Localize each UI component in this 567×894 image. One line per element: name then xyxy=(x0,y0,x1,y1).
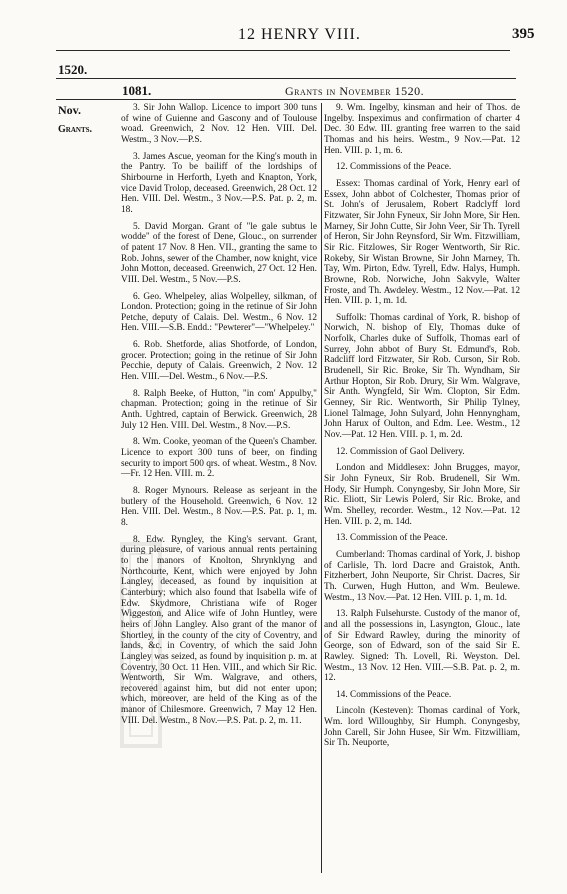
header-rule xyxy=(56,50,510,51)
section-rule xyxy=(56,99,516,100)
entry-paragraph: Cumberland: Thomas cardinal of York, J. bishop of Carlisle, Th. lord Dacre and Graistok, Anth. Fitzherbert, John Neuporte, Sir Christ. Dacres, Sir Th. Curwen, Hugh Hutton, and Wm. Beulewe. Westm., 13 Nov.—Pat. 12 Hen. VIII. p. 1, m. 1d. xyxy=(324,549,520,603)
entry-paragraph: 6. Rob. Shetforde, alias Shotforde, of London, grocer. Protection; going in the retinue of Sir John Pecchie, deputy of Calais. Greenwich, 2 Nov. 12 Hen. VIII.—Del. Westm., 6 Nov.—P.S. xyxy=(121,340,317,383)
entry-paragraph: Suffolk: Thomas cardinal of York, R. bishop of Norwich, N. bishop of Ely, Thomas duke of Norfolk, Charles duke of Suffolk, Thomas earl of Surrey, John abbot of Bury St. Edmund's, Rob. Radcliff lord Fitzwater, Sir Rob. Curson, Sir Rob. Brudenell, Sir Ric. Broke, Sir Th. Wyndham, Sir Arthur Hopton, Sir Rob. Drury, Sir Wm. Walgrave, Sir Anth. Wyngfeld, Sir Wm. Clopton, Sir Edm. Genney, Sir Ric. Wentworth, Sir Philip Tylney, Lionel Talmage, John Sulyard, John Hennyngham, John Harux of Oulton, and Edm. Lee. Westm., 12 Nov.—Pat. 12 Hen. VIII. p. 1, m. 2d. xyxy=(324,312,520,441)
right-column xyxy=(324,103,520,755)
entry-paragraph: 8. Roger Mynours. Release as serjeant in the butlery of the Household. Greenwich, 6 Nov. 12 Hen. VIII. Del. Westm., 8 Nov.—P.S. Pat. p. 1, m. 8. xyxy=(121,486,317,528)
entry-paragraph: 8. Edw. Ryngley, the King's servant. Grant, during pleasure, of various annual rents pertaining to the manors of Knolton, Shrynklyng and Northcourte, Kent, which were enjoyed by John Langley, deceased, as found by inquisition at Canterbury; which also found that Isabella wife of Edw. Skydmore, Christiana wife of Roger Wiggeston, and Alice wife of John Huntley, were heirs of John Langley. Also grant of the manor of Shortley, in the county of the city of Coventry, and lands, &c. in Coventry, of which the said John Langley was seized, as found by inquisition p. m. at Coventry, 30 Oct. 11 Hen. VIII., and which Sir Ric. Wentworth, Sir Wm. Walgrave, and others, recovered against him, but did not enter upon; which, moreover, are held of the King as of the manor of Chilesmore. Greenwich, 7 May 12 Hen. VIII. Del. Westm., 8 Nov.—P.S. Pat. p. 2, m. 11. xyxy=(121,534,317,726)
entry-paragraph: 13. Commission of the Peace. xyxy=(336,533,448,544)
entry-paragraph: 5. David Morgan. Grant of "le gale subtus le wodde" of the forest of Dene, Glouc., on surrender of patent 17 Nov. 8 Hen. VII., granting the same to Rob. Johns, sewer of the Chamber, now knight, vice John Motton, deceased. Greenwich, 27 Oct. 12 Hen. VIII. Del. Westm., 5 Nov.—P.S. xyxy=(121,221,317,285)
entry-paragraph: Essex: Thomas cardinal of York, Henry earl of Essex, John abbot of Colchester, Thomas prior of St. John's of Jerusalem, Robert Radclyff lord Fitzwater, Sir John Fyneux, Sir John More, Sir Hen. Marney, Sir John Cutte, Sir John Veer, Sir Th. Tyrell of Heron, Sir John Reynsford, Sir Wm. Fitzwilliam, Sir Ric. Fitzlowes, Sir Roger Wentworth, Sir Ric. Rokeby, Sir Wistan Browne, Sir John Marney, Th. Tay, Wm. Pirton, Edw. Tyrell, Edw. Halys, Humph. Browne, Rob. Norwiche, John Sakvyle, Walter Froste, and Th. Awdeley. Westm., 12 Nov.—Pat. 12 Hen. VIII. p. 1, m. 1d. xyxy=(324,178,520,307)
left-column xyxy=(121,103,317,732)
page-number: 395 xyxy=(512,26,535,42)
entry-paragraph: 3. James Ascue, yeoman for the King's mouth in the Pantry. To be bailiff of the lordships of Shirbourne in Herforth, Lyeth and Knapton, York, vice David Trolop, deceased. Greenwich, 28 Oct. 12 Hen. VIII. Del. Westm., 3 Nov.—P.S. Pat. p. 2, m. 18. xyxy=(121,151,317,215)
running-head-title: 12 HENRY VIII. xyxy=(238,26,361,43)
year-rule xyxy=(56,78,516,79)
entry-paragraph: 6. Geo. Whelpeley, alias Wolpelley, silkman, of London. Protection; going in the retinue of Sir John Petche, deputy of Calais. Del. Westm., 6 Nov. 12 Hen. VIII.—S.B. Endd.: "Pewterer"—"Whelpeley." xyxy=(121,291,317,334)
entry-paragraph: 13. Ralph Fulsehurste. Custody of the manor of, and all the possessions in, Lasyngton, Glouc., late of Sir Edward Rawley, during the minority of George, son of Edward, son of the said Sir E. Rawley. Signed: Th. Lovell, Ri. Weyston. Del. Westm., 13 Nov. 12 Hen. VIII.—S.B. Pat. p. 2, m. 12. xyxy=(324,609,520,684)
entry-paragraph: 14. Commissions of the Peace. xyxy=(336,689,452,700)
entry-paragraph: 8. Wm. Cooke, yeoman of the Queen's Chamber. Licence to export 300 tuns of beer, on finding security to import 500 qrs. of wheat. Westm., 8 Nov.—Fr. 12 Hen. VIII. m. 2. xyxy=(121,437,317,480)
entry-paragraph: London and Middlesex: John Brugges, mayor, Sir John Fyneux, Sir Rob. Brudenell, Sir Wm. Hody, Sir Humph. Conyngesby, Sir John More, Sir Ric. Eliott, Sir Lewis Polerd, Sir Ric. Broke, and Wm. Shelley, recorder. Westm., 12 Nov.—Pat. 12 Hen. VIII. p. 2, m. 14d. xyxy=(324,463,520,527)
margin-month: Nov. xyxy=(58,103,82,117)
entry-number: 1081. xyxy=(122,83,152,98)
entry-paragraph: 12. Commissions of the Peace. xyxy=(336,162,452,173)
entry-paragraph: Lincoln (Kesteven): Thomas cardinal of York, Wm. lord Willoughby, Sir Humph. Conyngesby, John Carell, Sir John Husee, Sir Wm. Fitzwilliam, Sir Th. Neuporte, xyxy=(324,706,520,749)
entry-paragraph: 8. Ralph Beeke, of Hutton, "in com' Appulby," chapman. Protection; going in the retinue of Sir Anth. Ughtred, captain of Berwick. Greenwich, 28 July 12 Hen. VIII. Del. Westm., 8 Nov.—P.S. xyxy=(121,388,317,431)
year-label: 1520. xyxy=(58,62,88,77)
column-divider xyxy=(321,103,322,873)
entry-paragraph: 12. Commission of Gaol Delivery. xyxy=(336,446,465,457)
running-head xyxy=(0,26,567,46)
section-title: Grants in November 1520. xyxy=(285,84,425,98)
entry-paragraph: 9. Wm. Ingelby, kinsman and heir of Thos. de Ingelby. Inspeximus and confirmation of charter 4 Dec. 30 Edw. III. granting free warren to the said Thomas and his heirs. Westm., 9 Nov.—Pat. 12 Hen. VIII. p. 1, m. 6. xyxy=(324,103,520,156)
entry-paragraph: 3. Sir John Wallop. Licence to import 300 tuns of wine of Guienne and Gascony and of Toulouse woad. Greenwich, 2 Nov. 12 Hen. VIII. Del. Westm., 3 Nov.—P.S. xyxy=(121,103,317,145)
margin-label: Grants. xyxy=(58,124,93,135)
